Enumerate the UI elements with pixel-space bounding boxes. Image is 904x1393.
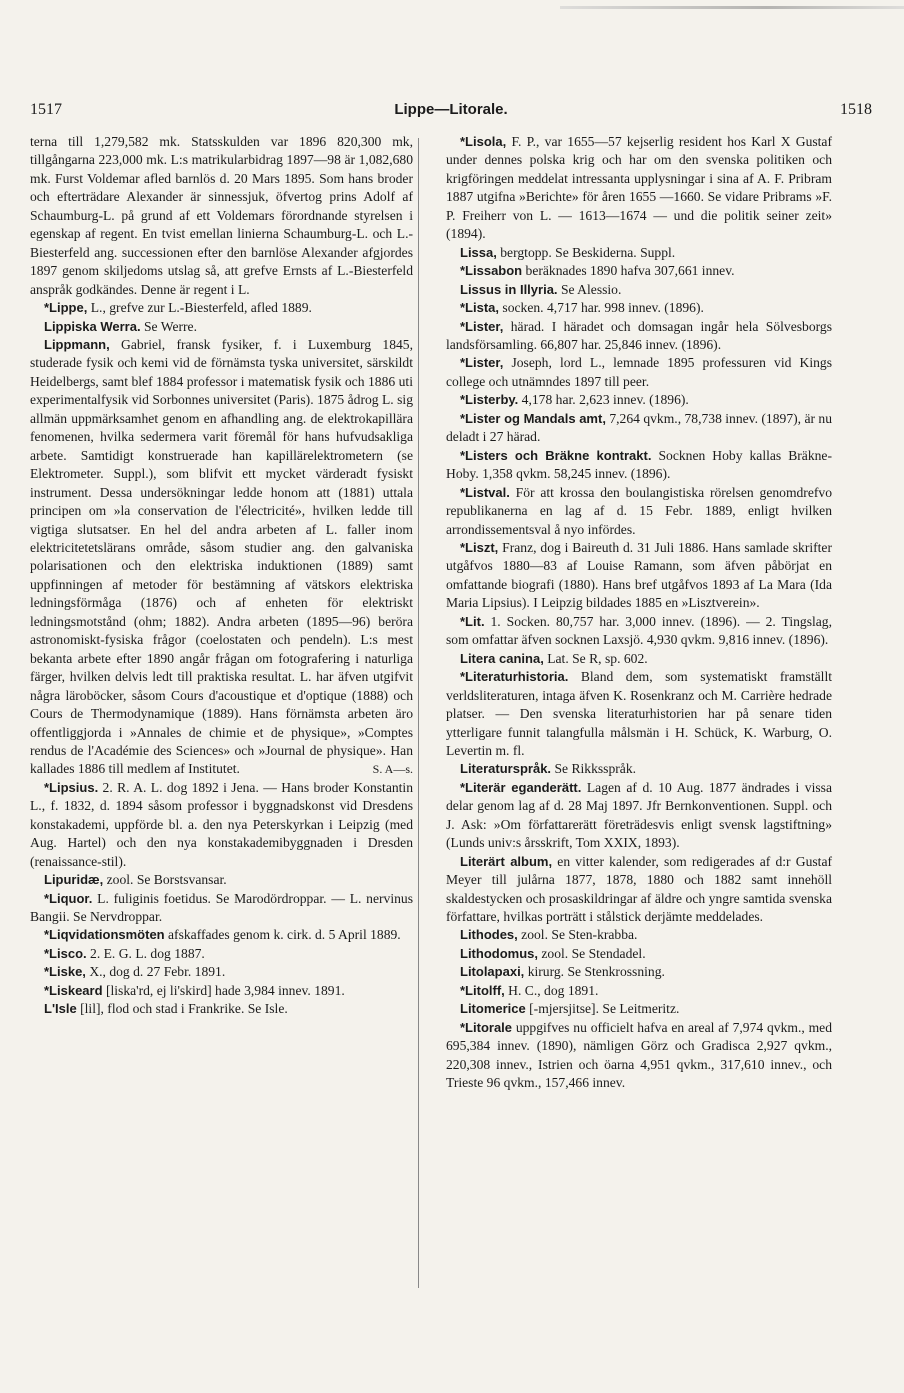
entry-text: Se Rikksspråk. — [551, 761, 637, 777]
dictionary-entry — [30, 963, 413, 981]
entry-headword: *Lista, — [460, 300, 500, 316]
entry-headword: Lippiska Werra. — [44, 318, 141, 334]
dictionary-entry — [446, 945, 832, 963]
entry-text: H. C., dog 1891. — [504, 982, 599, 998]
page-number-left: 1517 — [30, 101, 62, 118]
entry-text: zool. Se Sten-krabba. — [517, 927, 638, 943]
entry-text: För att krossa den boulangistiska rörelsen genomdrefvo republikanerna en lag af d. 15 Febr. 1889, enligt hvilken arrondissementsval å nyo infördes. — [446, 484, 832, 537]
entry-headword: L'Isle — [44, 1001, 77, 1017]
entry-headword: *Lisola, — [460, 134, 507, 149]
entry-text: X., dog d. 27 Febr. 1891. — [85, 964, 226, 980]
dictionary-entry — [446, 760, 832, 778]
page-header — [30, 101, 872, 125]
dictionary-entry — [30, 779, 413, 871]
entry-text: [-mjersjitse]. Se Leitmeritz. — [525, 1001, 680, 1017]
entry-headword: Litomerice — [460, 1001, 526, 1017]
entry-headword: *Liskeard — [44, 982, 103, 998]
entry-headword: *Listval. — [460, 484, 510, 500]
dictionary-entry — [446, 447, 832, 484]
entry-headword: *Literär eganderätt. — [460, 779, 582, 795]
dictionary-entry — [30, 982, 413, 1000]
entry-text: Se Werre. — [140, 318, 197, 334]
author-signature: S. A—s. — [372, 762, 413, 777]
entry-headword: Lippmann, — [44, 336, 110, 352]
entry-headword: *Liske, — [44, 964, 86, 980]
dictionary-entry — [30, 1000, 413, 1018]
dictionary-entry — [30, 318, 413, 336]
entry-text: L. fuliginis foetidus. Se Marodördroppar. — L. nervinus Bangii. Se Nervdroppar. — [30, 890, 413, 925]
entry-text: 7,264 qvkm., 78,738 innev. (1897), är nu deladt i 27 härad. — [446, 410, 832, 445]
dictionary-entry — [30, 926, 413, 944]
dictionary-entry — [30, 299, 413, 317]
entry-text: härad. I häradet och domsagan ingår hela Sölvesborgs landsförsamling. 66,807 har. 25,846 innev. (1896). — [446, 318, 832, 352]
page-number-right: 1518 — [840, 101, 872, 118]
dictionary-entry — [30, 945, 413, 963]
running-title: Lippe—Litorale. — [394, 101, 508, 118]
dictionary-entry — [446, 484, 832, 539]
dictionary-entry — [446, 963, 832, 981]
entry-text: Joseph, lord L., lemnade 1895 professuren vid Kings college och utnämndes 1897 till peer. — [446, 355, 832, 389]
entry-headword: *Listerby. — [460, 392, 519, 408]
entry-text: socken. 4,717 har. 998 innev. (1896). — [499, 300, 704, 316]
entry-headword: *Liquor. — [44, 890, 93, 906]
entry-text: Bland dem, som systematiskt framställt verldsliteraturen, intaga äfven K. Rosenkranz och M. Carrière hedrade platser. — Den svenska literaturhistorien har på senare tiden ytterligare funnit talangfulla målsmän i H. Schück, K. Warburg, O. Levertin m. fl. — [446, 669, 832, 758]
dictionary-entry — [30, 890, 413, 927]
entry-headword: Litera canina, — [460, 650, 544, 666]
dictionary-entry — [446, 281, 832, 299]
dictionary-entry — [446, 262, 832, 280]
dictionary-entry — [446, 318, 832, 355]
entry-headword: *Liqvidationsmöten — [44, 927, 165, 943]
entry-text: 1. Socken. 80,757 har. 3,000 innev. (1896). — 2. Tingslag, som omfattar äfven socknen Laxsjö. 4,930 qvkm. 9,816 innev. (1896). — [446, 613, 832, 648]
dictionary-entry — [446, 1000, 832, 1018]
entry-text: 4,178 har. 2,623 innev. (1896). — [518, 392, 689, 408]
entry-headword: *Litolff, — [460, 982, 505, 998]
dictionary-entry — [446, 926, 832, 944]
entry-headword: *Lister og Mandals amt, — [460, 410, 606, 426]
entry-text: afskaffades genom k. cirk. d. 5 April 1889. — [164, 927, 401, 943]
entry-headword: Lithodomus, — [460, 945, 538, 961]
dictionary-entry — [446, 133, 832, 244]
entry-headword: Litolapaxi, — [460, 964, 525, 980]
entry-text: uppgifves nu officielt hafva en areal af 7,974 qvkm., med 695,384 innev. (1890), nämligen Görz och Gradisca 2,927 qvkm., 220,308 innev., Istrien och öarna 4,951 qvkm., 317,610 innev., och Trieste 96 qvkm., 157,466 innev. — [446, 1019, 832, 1091]
entry-text: 2. E. G. L. dog 1887. — [86, 945, 205, 961]
entry-text: zool. Se Borstsvansar. — [103, 872, 227, 888]
column-divider — [418, 138, 419, 1288]
entry-headword: Lissus in Illyria. — [460, 281, 558, 297]
dictionary-entry — [30, 336, 413, 779]
entry-text: Se Alessio. — [557, 281, 622, 297]
entry-text: [liska'rd, ej li'skird] hade 3,984 innev. 1891. — [102, 982, 345, 998]
entry-text: kirurg. Se Stenkrossning. — [524, 964, 665, 980]
entry-text: Gabriel, fransk fysiker, f. i Luxemburg 1845, studerade fysik och kemi vid de förnämsta tyska universitet, särskildt Heidelbergs, samt blef 1884 professor i matematisk fysik och 1886 uti experimentalfysik vid Sorbonnes universitet (Paris). 1875 ådrog L. sig allmän uppmärksamhet genom en afhandling ang. de elektrokapillära fenomenen, hvilka sedermera varit föremål för hans hufvudsakliga arbete. Samtidigt konstruerade han kapillärelektrometern (se Elektrometer. Suppl.), som blifvit ett mycket värderadt fysiskt instrument. Dessa undersökningar ledde honom att (1881) uttala principen om »la conservation de l'électricité», hvilken ledde till vigtiga slutsatser. En hel del andra arbeten af L. faller inom elektricitetetslärans område, såsom studier ang. den galvaniska polarisationen och den elektriska induktionen (1889) samt uppfinningen af metoder för bestämning af vätskors elektriska ledningsförmåga (1876) och af enheten för elektriskt ledningsmotstånd (ohm; 1882). Andra arbeten (1895—96) beröra astronomiskt-fysiska frågor (coelostaten och pendeln). L:s mest bekanta arbete efter 1890 angår frågan om fotografering i naturliga färger, hvilken delvis ledt till praktiska resultat. L. har äfven utgifvit några läroböcker, såsom Cours d'acoustique et d'optique (1888) och Cours de Thermodynamique (1889). Hans förnämsta arbeten äro offentliggjorda i »Annales de chimie et de physique», »Comptes rendus de l'Académie des Sciences» och »Journal de physique». Han kallades 1886 till medlem af Institutet. — [30, 336, 413, 777]
entry-headword: *Lisco. — [44, 945, 87, 961]
entry-text: L., grefve zur L.-Biesterfeld, afled 1889. — [87, 300, 312, 316]
entry-headword: *Lipsius. — [44, 779, 99, 795]
entry-headword: Literaturspråk. — [460, 761, 552, 777]
dictionary-entry — [446, 354, 832, 391]
entry-text: zool. Se Stendadel. — [538, 945, 646, 961]
entry-headword: Literärt album, — [460, 853, 553, 869]
entry-headword: *Lister, — [460, 355, 504, 371]
entry-headword: *Lippe, — [44, 300, 88, 316]
entry-text: 2. R. A. L. dog 1892 i Jena. — Hans broder Konstantin L., f. 1832, d. 1894 såsom professor i byggnadskonst vid Dresdens konstakademi, uppförde bl. a. den nya Peterskyrkan i Leipzig (med Aug. Hartel) och den nya konstakademibyggnaden i Dresden (renaissance-stil). — [30, 779, 413, 869]
right-column — [446, 133, 832, 1093]
dictionary-entry — [30, 871, 413, 889]
dictionary-entry — [446, 613, 832, 650]
entry-headword: Lipuridæ, — [44, 872, 104, 888]
dictionary-entry — [446, 650, 832, 668]
dictionary-entry — [446, 1019, 832, 1093]
dictionary-entry — [446, 982, 832, 1000]
entry-text: Socknen Hoby kallas Bräkne-Hoby. 1,358 qvkm. 58,245 innev. (1896). — [446, 447, 832, 482]
dictionary-entry — [30, 133, 413, 299]
dictionary-entry — [446, 539, 832, 613]
entry-headword: *Lit. — [460, 613, 485, 629]
entry-text: F. P., var 1655—57 kejserlig resident hos Karl X Gustaf under dennes polska krig och har om den svenska politiken och krigföringen meddelat intressanta upplysningar i sina af A. F. Pribram 1887 utgifna »Berichte» för åren 1655 —1660. Se vidare Pribrams »F. P. Freiherr von L. — 1613—1674 — und die politik seiner zeit» (1894). — [446, 134, 832, 242]
entry-headword: Lissa, — [460, 244, 497, 260]
scan-artifact — [560, 6, 904, 9]
dictionary-entry — [446, 244, 832, 262]
entry-headword: *Liszt, — [460, 539, 499, 555]
entry-text: [lil], flod och stad i Frankrike. Se Isle. — [76, 1001, 288, 1017]
dictionary-entry — [446, 668, 832, 760]
entry-headword: *Lister, — [460, 318, 504, 334]
entry-text: Lat. Se R, sp. 602. — [543, 650, 648, 666]
entry-text: beräknades 1890 hafva 307,661 innev. — [522, 263, 735, 279]
entry-text: Lagen af d. 10 Aug. 1877 ändrades i vissa delar genom lag af d. 28 Maj 1897. Jfr Bernkonventionen. Suppl. och J. Ask: »Om författarerätt företrädesvis enligt svensk lagstiftning» (Lunds univ:s årsskrift, Tom XXIX, 1893). — [446, 779, 832, 851]
entry-text: Franz, dog i Baireuth d. 31 Juli 1886. Hans samlade skrifter utgåfvos 1880—83 af Louise Ramann, som äfven påbörjat en omfattande biografi (1880). Hans bref utgåfvos 1893 af La Mara (Ida Maria Lipsius). I Leipzig bildades 1885 en »Lisztverein». — [446, 539, 832, 611]
entry-headword: *Litorale — [460, 1019, 513, 1035]
entry-text: bergtopp. Se Beskiderna. Suppl. — [496, 244, 676, 260]
dictionary-entry — [446, 410, 832, 447]
entry-headword: Lithodes, — [460, 927, 518, 943]
dictionary-entry — [446, 779, 832, 853]
entry-text: terna till 1,279,582 mk. Statsskulden var 1896 820,300 mk, tillgångarna 223,000 mk. L:s matrikularbidrag 1897—98 är 1,082,680 mk. Furst Voldemar afled barnlös d. 20 Mars 1895. Som hans broder och efterträdare Alexander är sinnessjuk, öfvertog prins Adolf af Schaumburg-L. på grund af ett Voldemars förordnande styrelsen i egenskap af regent. En tvist emellan linierna Schaumburg-L. och L.-Biesterfeld ang. successionen efter den barnlöse Alexander afgjordes 1897 genom skiljedoms utslag så, att grefve Ernsts af L.-Biesterfeld anspråk godkändes. Denne är regent i L. — [30, 134, 413, 297]
dictionary-entry — [446, 853, 832, 927]
entry-headword: *Lissabon — [460, 263, 523, 279]
entry-headword: *Literaturhistoria. — [460, 669, 569, 685]
dictionary-entry — [446, 391, 832, 409]
entry-text: en vitter kalender, som redigerades af d:r Gustaf Meyer till julårna 1877, 1878, 1880 och 1882 samt innehöll skaldestycken och prosaskildringar af äldre och yngre samtida svenska författare, hvilkas porträtt i stålstick derjämte meddelades. — [446, 853, 833, 925]
left-column — [30, 133, 413, 1019]
entry-headword: *Listers och Bräkne kontrakt. — [460, 447, 652, 463]
dictionary-entry — [446, 299, 832, 317]
